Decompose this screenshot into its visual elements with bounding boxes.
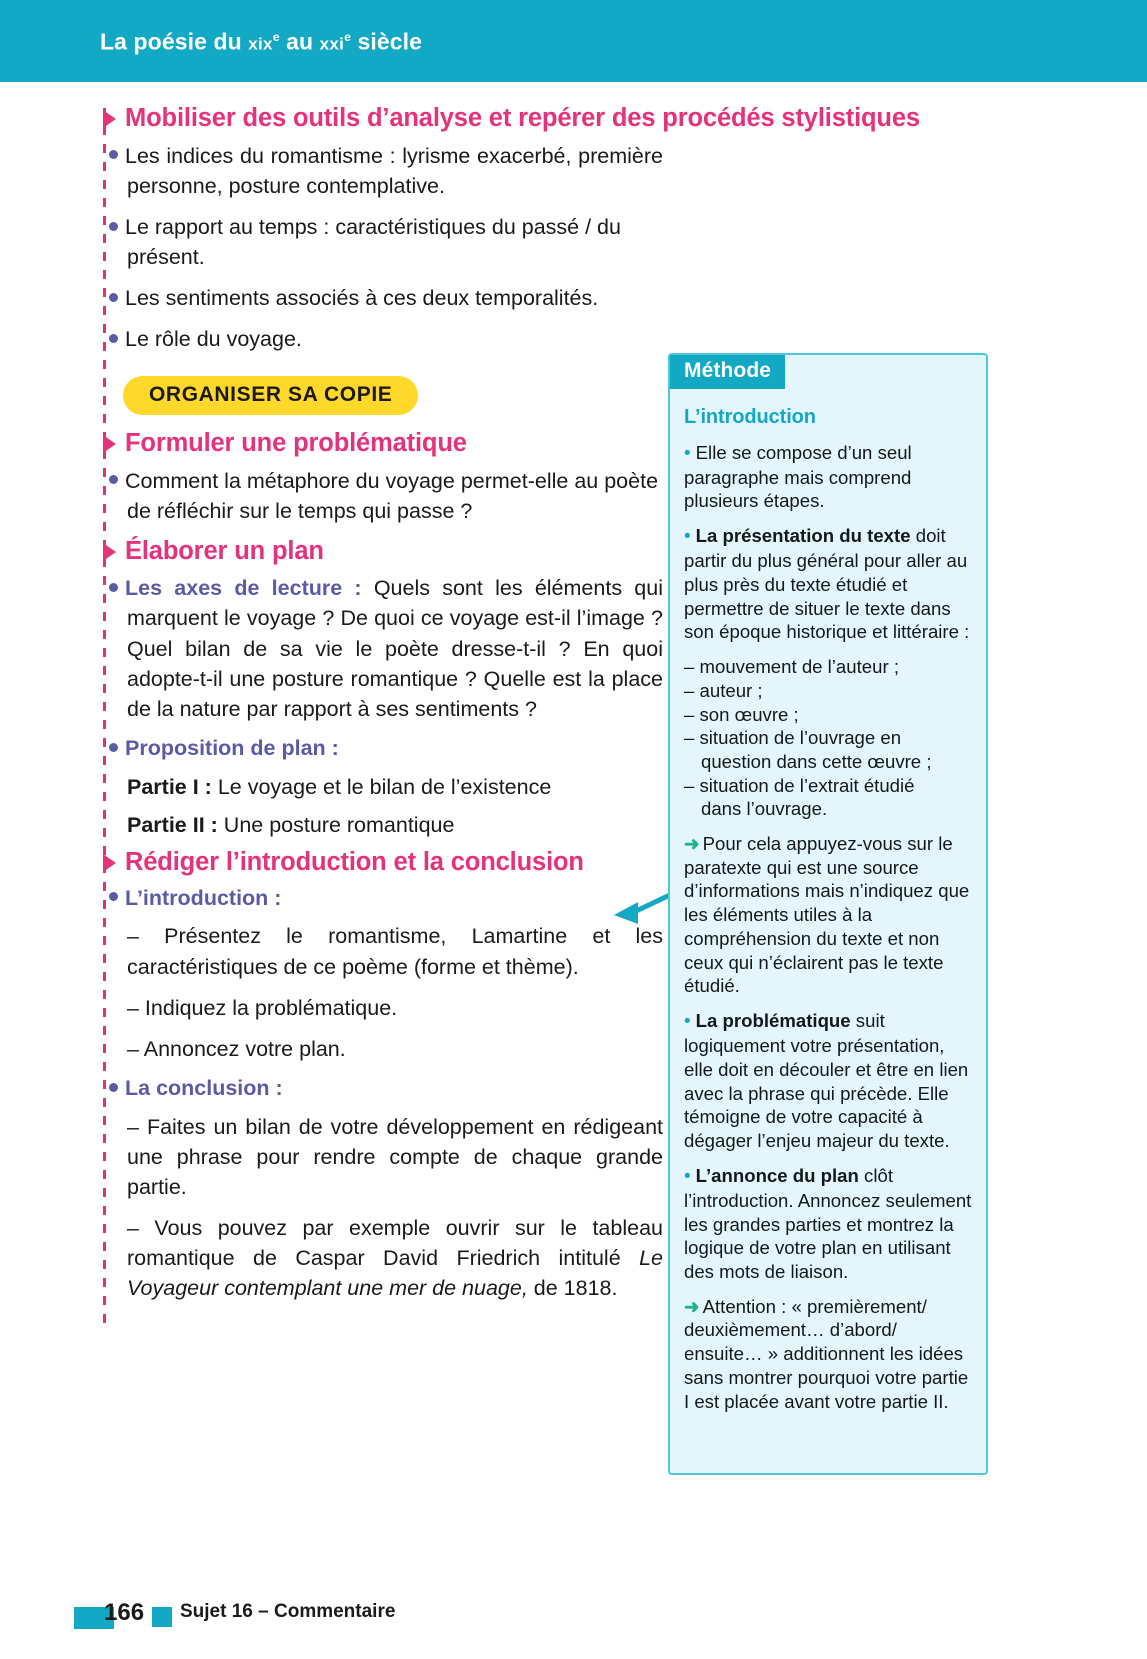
list-item (103, 283, 663, 313)
triangle-bullet-icon (103, 110, 116, 128)
dash-item: – Faites un bilan de votre développement en rédigeant une phrase pour rendre compte de chaque grande partie. (127, 1114, 663, 1199)
axes-label: Les axes de lecture : (125, 576, 374, 601)
methode-bullet-3 (684, 1009, 974, 1153)
methode-sub-item: – son œuvre ; (684, 703, 799, 725)
methode-bullet-text: suit logiquement votre présentation, elle doit en découler et être en lien avec la phrase qui précède. Elle témoigne de votre capacité à dégager l’enjeu majeur du texte. (684, 1010, 969, 1152)
subheading-text: Proposition de plan : (125, 735, 339, 760)
section-heading-text: Formuler une problématique (125, 429, 467, 458)
badge-wrapper (103, 376, 663, 415)
methode-sub-item: – situation de l’extrait étudié (684, 774, 915, 796)
list-item-axes (103, 573, 663, 723)
methode-panel (668, 353, 988, 1475)
list-item-text: Comment la métaphore du voyage permet-elle au poète de réfléchir sur le temps qui passe ? (125, 468, 659, 523)
dot-bullet-icon: • (684, 1165, 691, 1187)
list-item (103, 324, 663, 354)
subheading-conclusion (103, 1075, 663, 1103)
methode-bullet-1 (684, 441, 974, 514)
methode-subtitle: L’introduction (684, 406, 816, 428)
methode-arrow-text: Pour cela appuyez-vous sur le paratexte qui est une source d’informations mais n’indiquez que les éléments utiles à la compréhension du texte et non ceux qui n’éclairent pas le texte étudié. (684, 833, 970, 997)
header-century-2: xxi (319, 34, 345, 54)
connector-arrow-icon (612, 888, 674, 934)
partie-row-2 (103, 810, 663, 840)
section-heading-text: Élaborer un plan (125, 536, 324, 565)
subheading-proposition (103, 735, 663, 763)
methode-sub-item-cont: question dans cette œuvre ; (701, 750, 932, 772)
list-item (103, 466, 663, 526)
subheading-text: L’introduction : (125, 885, 282, 910)
section-heading-text: Mobiliser des outils d’analyse et repérer des procédés stylistiques (125, 104, 920, 132)
dot-bullet-icon (109, 475, 118, 484)
footer-label: Sujet 16 – Commentaire (180, 1601, 396, 1622)
status-badge: ORGANISER SA COPIE (123, 376, 418, 415)
arrow-right-icon: ➜ (684, 1295, 700, 1317)
header-century-1: xix (248, 34, 273, 54)
methode-arrow-note-1 (684, 832, 974, 998)
subheading-text: La conclusion : (125, 1075, 283, 1100)
dash-item-tableau (103, 1213, 663, 1303)
page-footer (0, 1599, 1147, 1659)
methode-bullet-label: L’annonce du plan (695, 1164, 859, 1186)
methode-sub-item-cont: dans l’ouvrage. (701, 798, 828, 820)
dash-item-post: de 1818. (527, 1276, 618, 1301)
methode-sub-item: – auteur ; (684, 679, 763, 701)
section-heading-elaborer (103, 537, 663, 566)
list-item-text: Les indices du romantisme : lyrisme exacerbé, première personne, posture contemplative. (125, 143, 663, 198)
dot-bullet-icon (109, 1083, 118, 1092)
methode-bullet-text: clôt l’introduction. Annoncez seulement les grandes parties et montrez la logique de votre plan en utilisant des mots de liaison. (684, 1164, 972, 1283)
dot-bullet-icon (109, 892, 118, 901)
list-item (103, 141, 663, 201)
partie-text: Une posture romantique (223, 812, 455, 837)
dot-bullet-icon: • (684, 442, 691, 464)
dot-bullet-icon (109, 583, 118, 592)
footer-square-icon (152, 1607, 172, 1627)
page-header (0, 0, 1147, 82)
section-heading-mobiliser (103, 104, 920, 133)
methode-sub-item: – situation de l’ouvrage en (684, 727, 902, 749)
dash-item: – Indiquez la problématique. (127, 995, 398, 1020)
methode-arrow-note-2 (684, 1295, 974, 1414)
list-item-text: Les sentiments associés à ces deux temporalités. (125, 285, 599, 310)
dash-item: – Annoncez votre plan. (127, 1036, 346, 1061)
methode-bullet-label: La problématique (695, 1010, 851, 1031)
dot-bullet-icon (109, 150, 118, 159)
methode-bullet-2 (684, 524, 974, 644)
axes-text: Quels sont les éléments qui marquent le voyage ? De quoi ce voyage est-il l’image ? Quel bilan de sa vie le poète dresse-t-il ? En quoi adopte-t-il une posture romantique ? Quelle est la place de la nature par rapport à ses sentiments ? (127, 576, 663, 721)
partie-label: Partie I : (127, 774, 218, 799)
list-item-text: Le rôle du voyage. (125, 327, 302, 352)
header-century-2-sup: e (344, 29, 351, 44)
dash-item: – Présentez le romantisme, Lamartine et les caractéristiques de ce poème (forme et thème). (127, 924, 663, 979)
partie-text: Le voyage et le bilan de l’existence (217, 774, 552, 799)
partie-row-1 (103, 772, 663, 802)
triangle-bullet-icon (103, 543, 116, 561)
section-heading-formuler (103, 429, 663, 458)
methode-bullet-text: Elle se compose d’un seul paragraphe mais comprend plusieurs étapes. (684, 441, 912, 512)
dot-bullet-icon (109, 334, 118, 343)
triangle-bullet-icon (103, 854, 116, 872)
dot-bullet-icon: • (684, 526, 691, 548)
methode-tab-label: Méthode (670, 355, 785, 389)
methode-bullet-text: doit partir du plus général pour aller au plus près du texte étudié et permettre de situer le texte dans son époque historique et littéraire : (684, 525, 970, 643)
header-century-1-sup: e (272, 29, 280, 44)
list-item (103, 212, 663, 272)
partie-label: Partie II : (127, 812, 224, 837)
methode-bullet-4 (684, 1164, 974, 1284)
methode-sub-item: – mouvement de l’auteur ; (684, 656, 899, 678)
triangle-bullet-icon (103, 435, 116, 453)
section-heading-rediger (103, 848, 663, 877)
header-title: La poésie du xix$^e$ au xxi$^e$ siècle (100, 28, 423, 55)
methode-body (670, 355, 986, 1434)
section-heading-text: Rédiger l’introduction et la conclusion (125, 847, 584, 876)
methode-arrow-text: Attention : « premièrement/ deuxièmement… d’abord/ ensuite… » additionnent les idées sans montrer pourquoi votre partie I est placée avant votre partie II. (684, 1295, 969, 1412)
subheading-introduction (103, 885, 663, 913)
dot-bullet-icon: • (684, 1011, 691, 1032)
artwork-title: Le Voyageur contemplant une mer de nuage, (127, 1246, 663, 1301)
arrow-right-icon: ➜ (684, 833, 700, 855)
methode-bullet-label: La présentation du texte (695, 525, 911, 547)
dot-bullet-icon (109, 293, 118, 302)
dot-bullet-icon (109, 743, 118, 752)
dot-bullet-icon (109, 222, 118, 231)
list-item-text: Le rapport au temps : caractéristiques du passé / du présent. (125, 214, 621, 269)
dash-item-pre: – Vous pouvez par exemple ouvrir sur le tableau romantique de Caspar David Friedrich intitulé (127, 1216, 663, 1271)
page-number: 166 (104, 1599, 145, 1626)
